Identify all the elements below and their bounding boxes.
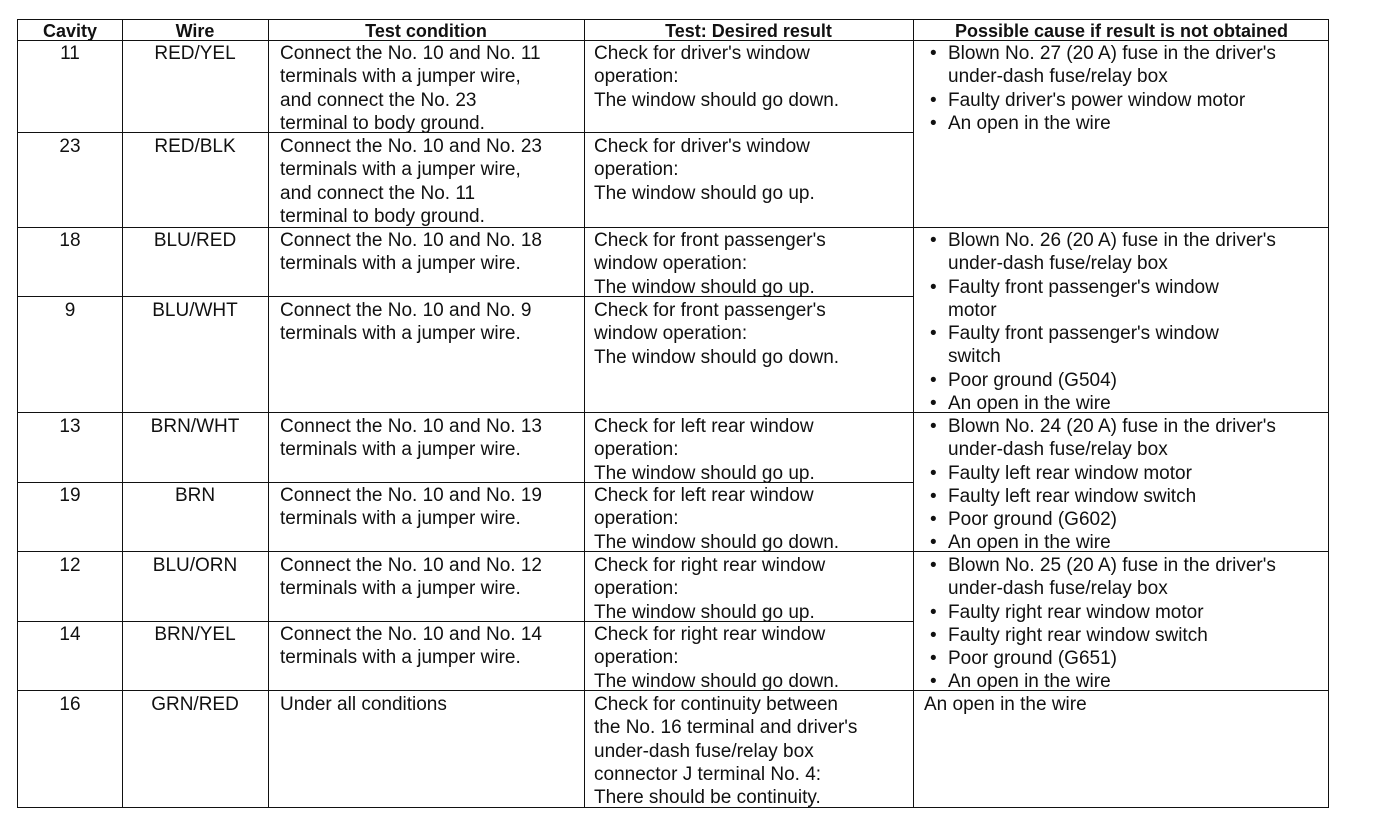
cell-wire: BRN xyxy=(174,485,216,506)
cell-cavity: 12 xyxy=(59,555,81,576)
cause-item: • An open in the wire xyxy=(930,670,1276,693)
col-divider xyxy=(584,20,585,807)
cause-item: • Faulty right rear window motor xyxy=(930,601,1276,624)
cause-item: • Blown No. 25 (20 A) fuse in the driver's under-dash fuse/relay box xyxy=(930,554,1276,601)
cell-condition: Connect the No. 10 and No. 13 terminals with a jumper wire. xyxy=(280,416,542,461)
cell-wire: RED/YEL xyxy=(154,43,236,64)
cell-cavity: 11 xyxy=(60,43,80,64)
cell-result: Check for continuity between the No. 16 terminal and driver's under-dash fuse/relay box connector J terminal No. 4: There should be continuity. xyxy=(594,694,858,809)
cell-wire: BRN/YEL xyxy=(154,624,236,645)
cell-wire: BRN/WHT xyxy=(150,416,240,437)
row-divider xyxy=(18,227,1328,228)
cause-list xyxy=(930,415,1276,555)
cell-condition: Connect the No. 10 and No. 19 terminals with a jumper wire. xyxy=(280,485,542,530)
cell-result: Check for left rear window operation: The window should go up. xyxy=(594,416,815,484)
cause-item: • Blown No. 26 (20 A) fuse in the driver's under-dash fuse/relay box xyxy=(930,229,1276,276)
cell-cavity: 9 xyxy=(64,300,76,321)
cell-wire: RED/BLK xyxy=(154,136,236,157)
cause-item: • An open in the wire xyxy=(930,392,1276,415)
cell-result: Check for right rear window operation: The window should go down. xyxy=(594,624,840,692)
cell-cavity: 14 xyxy=(59,624,81,645)
header-test-condition: Test condition xyxy=(365,21,487,41)
cell-cavity: 13 xyxy=(59,416,81,437)
col-divider xyxy=(268,20,269,807)
cause-list xyxy=(930,229,1276,415)
cell-result: Check for front passenger's window operation: The window should go up. xyxy=(594,230,826,298)
cell-cavity: 16 xyxy=(59,694,81,715)
cell-condition: Under all conditions xyxy=(280,694,447,715)
cell-result: Check for front passenger's window operation: The window should go down. xyxy=(594,300,840,368)
cell-result: Check for right rear window operation: The window should go up. xyxy=(594,555,826,623)
cell-wire: BLU/ORN xyxy=(152,555,238,576)
cause-item: • Poor ground (G504) xyxy=(930,369,1276,392)
cause-item: • Faulty left rear window motor xyxy=(930,462,1276,485)
cause-item: • Blown No. 24 (20 A) fuse in the driver's under-dash fuse/relay box xyxy=(930,415,1276,462)
cell-result: Check for driver's window operation: The window should go up. xyxy=(594,136,815,204)
cell-result: Check for driver's window operation: The window should go down. xyxy=(594,43,840,111)
cause-item: • An open in the wire xyxy=(930,531,1276,554)
cell-condition: Connect the No. 10 and No. 11 terminals with a jumper wire, and connect the No. 23 terminal to body ground. xyxy=(280,43,541,134)
cell-condition: Connect the No. 10 and No. 18 terminals with a jumper wire. xyxy=(280,230,542,275)
cell-wire: BLU/RED xyxy=(153,230,237,251)
cell-condition: Connect the No. 10 and No. 12 terminals with a jumper wire. xyxy=(280,555,542,600)
cell-cavity: 19 xyxy=(59,485,81,506)
header-wire: Wire xyxy=(175,21,215,41)
cell-condition: Connect the No. 10 and No. 23 terminals with a jumper wire, and connect the No. 11 terminal to body ground. xyxy=(280,136,542,227)
cause-item: • Faulty front passenger's window switch xyxy=(930,322,1276,369)
cause-item: • An open in the wire xyxy=(930,112,1276,135)
header-possible-cause: Possible cause if result is not obtained xyxy=(954,21,1289,41)
cause-item: • Faulty driver's power window motor xyxy=(930,89,1276,112)
cell-result: Check for left rear window operation: The window should go down. xyxy=(594,485,840,553)
header-cavity: Cavity xyxy=(42,21,98,41)
header-desired-result: Test: Desired result xyxy=(665,21,832,41)
cause-item: • Blown No. 27 (20 A) fuse in the driver's under-dash fuse/relay box xyxy=(930,42,1276,89)
cause-item: • Faulty left rear window switch xyxy=(930,485,1276,508)
cell-cavity: 23 xyxy=(59,136,81,157)
cell-wire: BLU/WHT xyxy=(152,300,238,321)
wiring-test-table xyxy=(17,19,1329,808)
cause-list xyxy=(930,554,1276,694)
cell-condition: Connect the No. 10 and No. 14 terminals with a jumper wire. xyxy=(280,624,542,669)
cause-text: An open in the wire xyxy=(924,694,1087,715)
cell-cavity: 18 xyxy=(59,230,81,251)
cause-list xyxy=(930,42,1276,135)
cause-item: • Faulty front passenger's window motor xyxy=(930,276,1276,323)
cell-condition: Connect the No. 10 and No. 9 terminals with a jumper wire. xyxy=(280,300,532,345)
cause-item: • Faulty right rear window switch xyxy=(930,624,1276,647)
cause-item: • Poor ground (G602) xyxy=(930,508,1276,531)
cause-item: • Poor ground (G651) xyxy=(930,647,1276,670)
cell-wire: GRN/RED xyxy=(151,694,239,715)
col-divider xyxy=(913,20,914,807)
